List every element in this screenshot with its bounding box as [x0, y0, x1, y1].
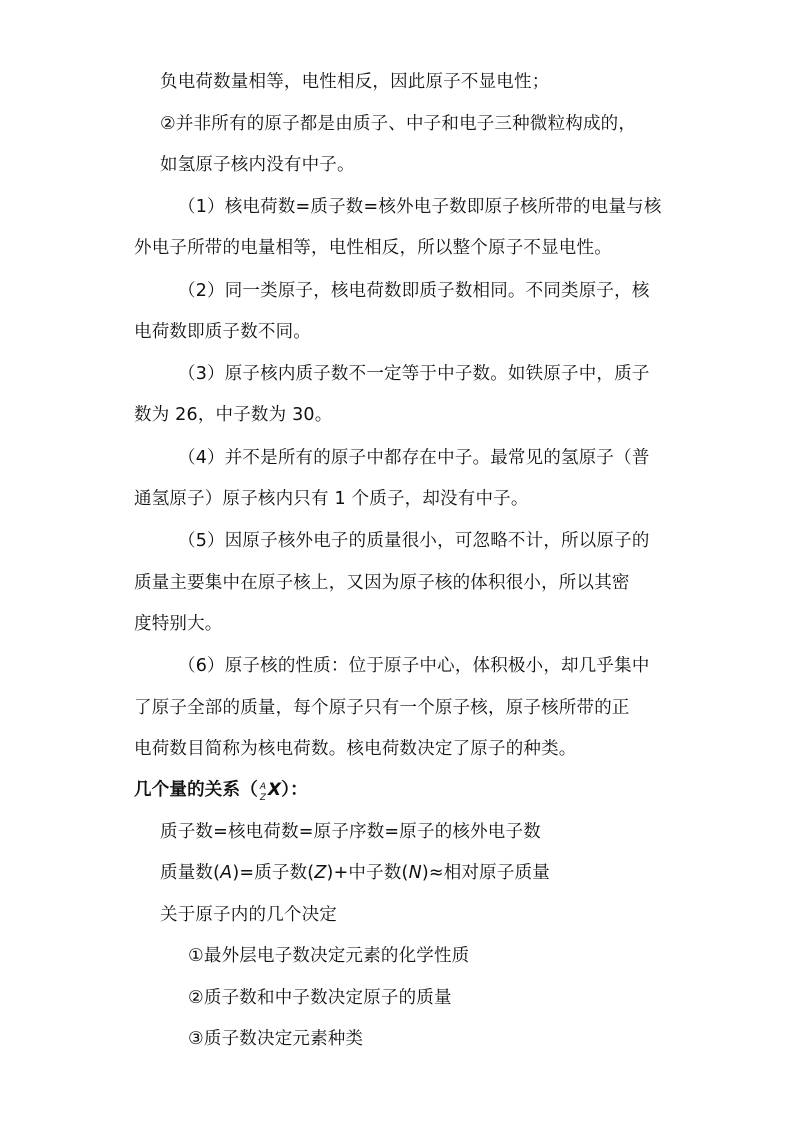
formula-var-a: A [220, 863, 233, 883]
mass-number-formula [160, 861, 550, 885]
formula-part: )=质子数( [232, 863, 315, 883]
list-item: ②质子数和中子数决定原子的质量 [188, 988, 452, 1008]
text-line: 质量主要集中在原子核上，又因为原子核的体积很小，所以其密 [134, 573, 630, 593]
formula-part: )+中子数( [326, 863, 409, 883]
text-line: 如氢原子核内没有中子。 [160, 155, 355, 175]
text-line: （6）原子核的性质：位于原子中心，体积极小，却几乎集中 [178, 656, 650, 676]
formula-var-n: N [408, 863, 422, 883]
list-item: ①最外层电子数决定元素的化学性质 [188, 946, 470, 966]
text-line: 电荷数即质子数不同。 [134, 322, 311, 342]
list-item: ③质子数决定元素种类 [188, 1029, 364, 1049]
section-heading [134, 778, 308, 802]
text-line: （5）因原子核外电子的质量很小，可忽略不计，所以原子的 [178, 531, 650, 551]
text-line: （1）核电荷数=质子数=核外电子数即原子核所带的电量与核 [178, 197, 662, 217]
text-line: 电荷数目简称为核电荷数。核电荷数决定了原子的种类。 [134, 739, 577, 759]
text-line: 通氢原子）原子核内只有 1 个质子，却没有中子。 [134, 489, 529, 509]
text-line: （4）并不是所有的原子中都存在中子。最常见的氢原子（普 [178, 448, 650, 468]
text-line: ②并非所有的原子都是由质子、中子和电子三种微粒构成的， [160, 114, 637, 134]
atomic-number-symbol: Z [259, 793, 267, 803]
text-line: 质子数=核电荷数=原子序数=原子的核外电子数 [160, 822, 541, 842]
formula-part: 质量数( [160, 863, 221, 883]
text-line: 数为 26，中子数为 30。 [134, 405, 333, 425]
text-line: 负电荷数量相等，电性相反，因此原子不显电性； [160, 72, 550, 92]
text-line: 外电子所带的电量相等，电性相反，所以整个原子不显电性。 [134, 238, 612, 258]
heading-prefix: 几个量的关系（ [134, 780, 258, 800]
formula-var-z: Z [314, 863, 327, 883]
heading-suffix: ）： [281, 780, 308, 800]
formula-part: )≈相对原子质量 [421, 863, 550, 883]
text-line: 关于原子内的几个决定 [160, 905, 337, 925]
element-symbol: X [267, 780, 282, 800]
text-line: 了原子全部的质量，每个原子只有一个原子核，原子核所带的正 [134, 698, 630, 718]
nuclide-notation [258, 778, 281, 802]
text-line: （2）同一类原子，核电荷数即质子数相同。不同类原子，核 [178, 281, 650, 301]
mass-number-symbol: A [259, 782, 267, 792]
text-line: （3）原子核内质子数不一定等于中子数。如铁原子中，质子 [178, 364, 650, 384]
text-line: 度特别大。 [134, 614, 223, 634]
